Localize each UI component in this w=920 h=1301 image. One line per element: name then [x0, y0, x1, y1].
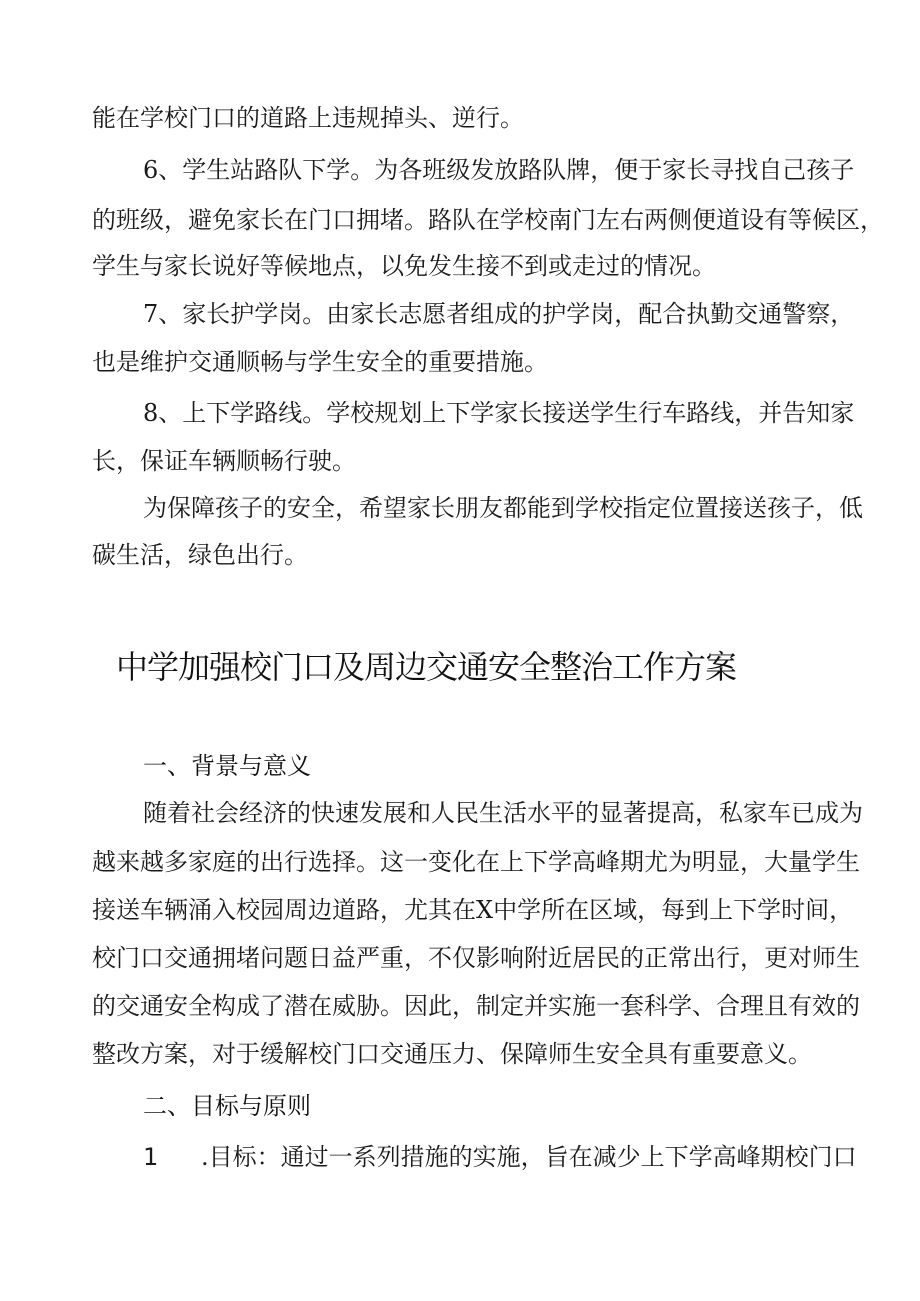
paragraph-line: 6、学生站路队下学。为各班级发放路队牌，便于家长寻找自己孩子: [143, 156, 855, 184]
paragraph-line: 接送车辆涌入校园周边道路，尤其在X中学所在区域，每到上下学时间，: [92, 896, 854, 924]
paragraph-line: 校门口交通拥堵问题日益严重，不仅影响附近居民的正常出行，更对师生: [92, 944, 860, 972]
paragraph-line: 的交通安全构成了潜在威胁。因此，制定并实施一套科学、合理且有效的: [92, 992, 860, 1020]
paragraph-line: 的班级，避免家长在门口拥堵。路队在学校南门左右两侧便道设有等候区，: [92, 206, 884, 234]
document-title: 中学加强校门口及周边交通安全整治工作方案: [116, 648, 737, 686]
paragraph-line: 整改方案，对于缓解校门口交通压力、保障师生安全具有重要意义。: [92, 1040, 812, 1068]
paragraph-line: 长，保证车辆顺畅行驶。: [92, 447, 356, 475]
list-item-number: 1: [143, 1143, 159, 1171]
paragraph-line: 越来越多家庭的出行选择。这一变化在上下学高峰期尤为明显，大量学生: [92, 848, 860, 876]
paragraph-line: 也是维护交通顺畅与学生安全的重要措施。: [92, 348, 548, 376]
paragraph-line: 为保障孩子的安全，希望家长朋友都能到学校指定位置接送孩子，低: [143, 494, 863, 522]
paragraph-line: 能在学校门口的道路上违规掉头、逆行。: [92, 104, 524, 132]
paragraph-line: 碳生活，绿色出行。: [92, 541, 308, 569]
list-item-text: .目标：通过一系列措施的实施，旨在减少上下学高峰期校门口: [201, 1143, 857, 1171]
paragraph-line: 随着社会经济的快速发展和人民生活水平的显著提高，私家车已成为: [143, 799, 863, 827]
paragraph-line: 学生与家长说好等候地点，以免发生接不到或走过的情况。: [92, 252, 716, 280]
section-heading-background: 一、背景与意义: [143, 752, 311, 780]
section-heading-goals: 二、目标与原则: [143, 1092, 311, 1120]
paragraph-line: 7、家长护学岗。由家长志愿者组成的护学岗，配合执勤交通警察，: [143, 300, 855, 328]
paragraph-line: 8、上下学路线。学校规划上下学家长接送学生行车路线，并告知家: [143, 399, 855, 427]
